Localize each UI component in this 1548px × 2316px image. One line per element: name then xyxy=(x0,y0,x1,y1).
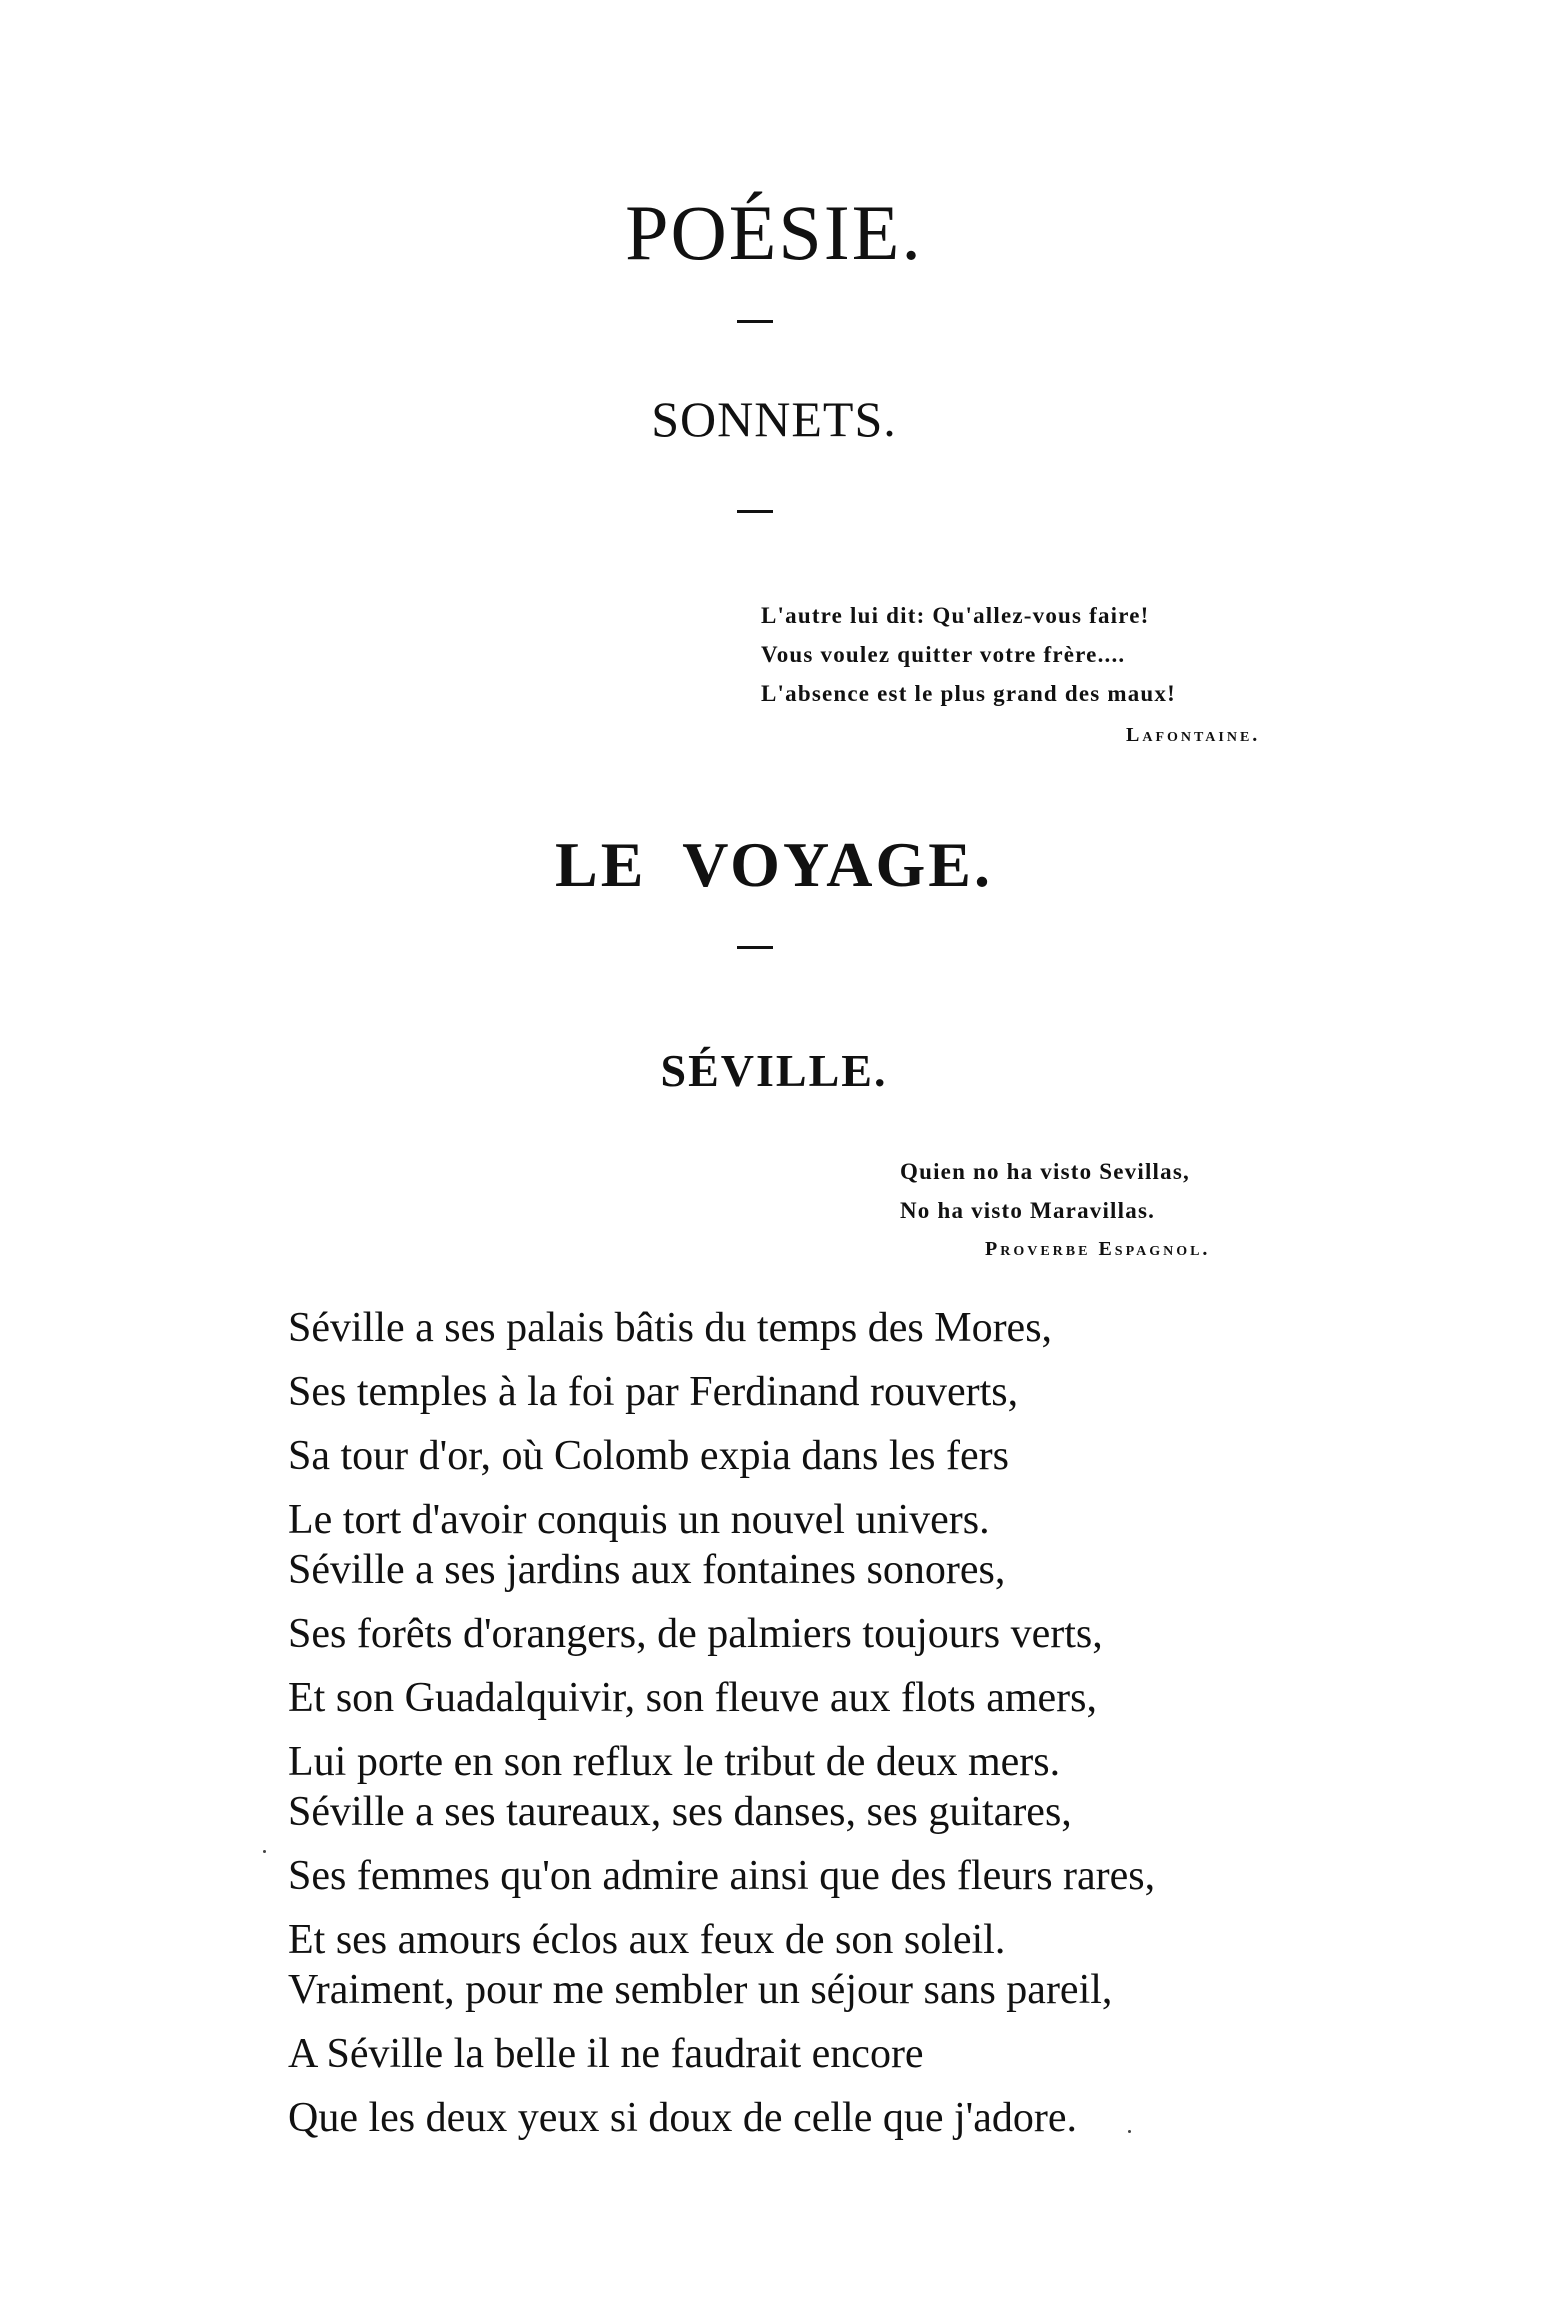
title-divider xyxy=(737,320,773,323)
stanza-2 xyxy=(288,1538,1103,1794)
epigraph-attribution: Lafontaine. xyxy=(1126,724,1261,746)
verse-line: Séville a ses palais bâtis du temps des Mores, xyxy=(288,1305,1053,1351)
poem-title: LE VOYAGE. xyxy=(555,829,993,900)
poem-title-divider xyxy=(737,946,773,949)
epigraph-line: No ha visto Maravillas. xyxy=(900,1198,1156,1223)
verse-line: Sa tour d'or, où Colomb expia dans les fers xyxy=(288,1433,1009,1479)
verse-line: Vraiment, pour me sembler un séjour sans pareil, xyxy=(288,1967,1113,2013)
stanza-1 xyxy=(288,1296,1052,1552)
verse-line: Séville a ses jardins aux fontaines sonores, xyxy=(288,1547,1006,1593)
verse-line: Le tort d'avoir conquis un nouvel univers. xyxy=(288,1497,990,1543)
verse-line: Lui porte en son reflux le tribut de deux mers. xyxy=(288,1739,1061,1785)
epigraph-lafontaine xyxy=(761,596,1176,713)
section-subtitle: SONNETS. xyxy=(651,391,897,447)
stanza-3 xyxy=(288,1780,1155,1972)
epigraph-attribution: Proverbe Espagnol. xyxy=(985,1238,1211,1260)
epigraph-line: Quien no ha visto Sevillas, xyxy=(900,1159,1190,1184)
print-speck xyxy=(1128,2130,1131,2133)
epigraph-line: L'autre lui dit: Qu'allez-vous faire! xyxy=(761,603,1150,628)
verse-line: Que les deux yeux si doux de celle que j'adore. xyxy=(288,2095,1077,2141)
print-speck xyxy=(263,1850,266,1853)
verse-line: Ses femmes qu'on admire ainsi que des fleurs rares, xyxy=(288,1853,1156,1899)
epigraph-proverb xyxy=(900,1152,1190,1230)
section-title: POÉSIE. xyxy=(625,189,923,276)
verse-line: A Séville la belle il ne faudrait encore xyxy=(288,2031,924,2077)
verse-line: Et ses amours éclos aux feux de son soleil. xyxy=(288,1917,1006,1963)
verse-line: Et son Guadalquivir, son fleuve aux flots amers, xyxy=(288,1675,1097,1721)
epigraph-line: Vous voulez quitter votre frère.... xyxy=(761,642,1126,667)
verse-line: Ses temples à la foi par Ferdinand rouverts, xyxy=(288,1369,1019,1415)
poem-subtitle: SÉVILLE. xyxy=(660,1045,888,1096)
subtitle-divider xyxy=(737,510,773,513)
stanza-4 xyxy=(288,1958,1112,2150)
epigraph-line: L'absence est le plus grand des maux! xyxy=(761,681,1176,706)
verse-line: Ses forêts d'orangers, de palmiers toujours verts, xyxy=(288,1611,1103,1657)
verse-line: Séville a ses taureaux, ses danses, ses guitares, xyxy=(288,1789,1072,1835)
